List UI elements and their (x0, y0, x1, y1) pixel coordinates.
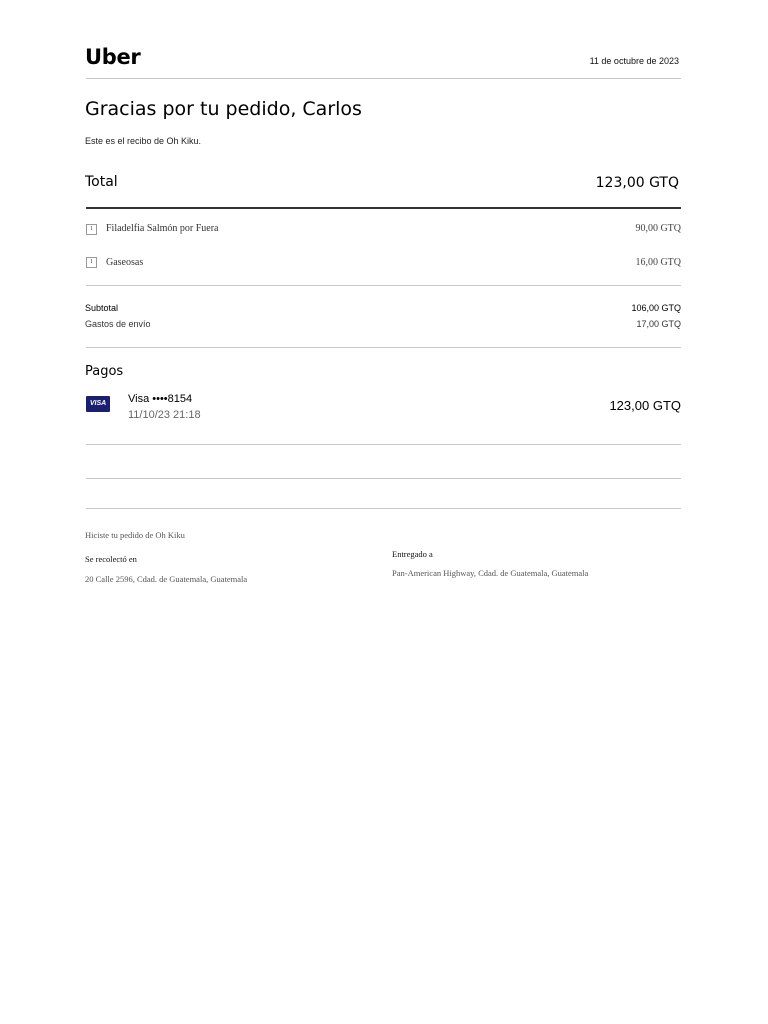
item-quantity: 1 (86, 257, 97, 268)
receipt-date: 11 de octubre de 2023 (589, 56, 679, 66)
item-price: 90,00 GTQ (635, 223, 681, 234)
payment-timestamp: 11/10/23 21:18 (128, 409, 201, 421)
shipping-value: 17,00 GTQ (636, 319, 681, 329)
greeting-title: Gracias por tu pedido, Carlos (85, 98, 362, 120)
divider (86, 478, 681, 479)
subtotal-value: 106,00 GTQ (631, 303, 681, 313)
item-quantity: 1 (86, 224, 97, 235)
ordered-from: Hiciste tu pedido de Oh Kiku (85, 530, 185, 540)
divider (86, 444, 681, 445)
pickup-address: 20 Calle 2596, Cdad. de Guatemala, Guatemala (85, 574, 248, 584)
divider (86, 78, 681, 79)
uber-logo: Uber (85, 45, 141, 69)
payment-amount: 123,00 GTQ (609, 398, 681, 413)
divider (86, 508, 681, 509)
item-price: 16,00 GTQ (635, 257, 681, 268)
payments-heading: Pagos (85, 364, 124, 379)
total-value: 123,00 GTQ (595, 175, 679, 191)
visa-card-icon: VISA (86, 396, 110, 412)
delivered-address: Pan-American Highway, Cdad. de Guatemala, Guatemala (392, 568, 589, 578)
total-divider (86, 207, 681, 209)
shipping-label: Gastos de envío (85, 319, 151, 329)
divider (86, 285, 681, 286)
subtotal-label: Subtotal (85, 303, 119, 313)
receipt-subtitle: Este es el recibo de Oh Kiku. (85, 136, 202, 146)
total-label: Total (85, 174, 118, 190)
card-label: Visa ••••8154 (128, 393, 193, 405)
item-name: Filadelfia Salmón por Fuera (106, 223, 219, 234)
item-name: Gaseosas (106, 257, 144, 268)
delivered-label: Entregado a (392, 549, 433, 559)
divider (86, 347, 681, 348)
pickup-label: Se recolectó en (85, 554, 137, 564)
